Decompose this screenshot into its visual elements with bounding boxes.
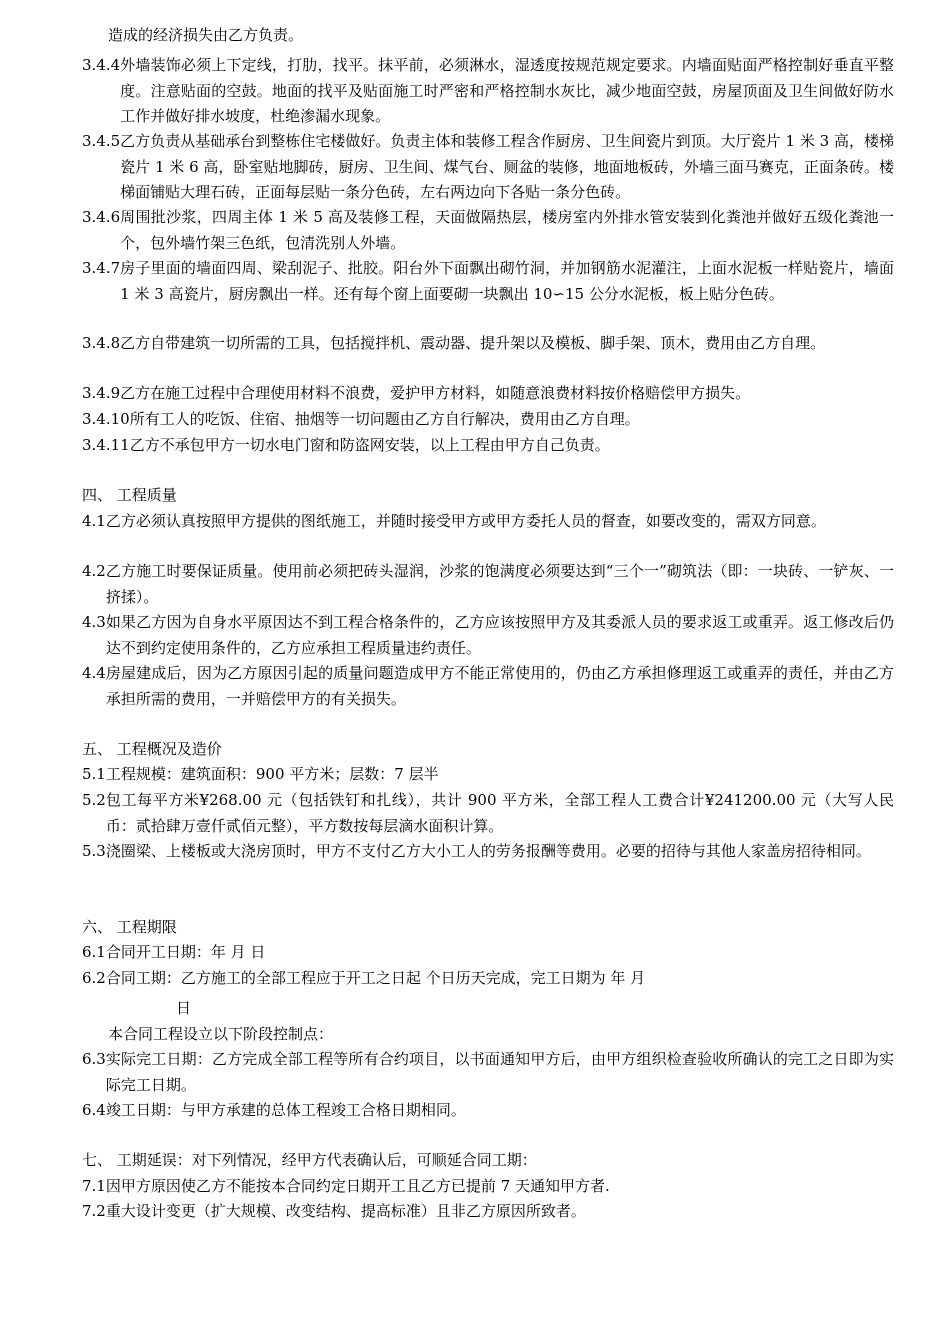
clause-text: 因甲方原因使乙方不能按本合同约定日期开工且乙方已提前 7 天通知甲方者.: [105, 1177, 610, 1195]
clause-text: 所有工人的吃饭、住宿、抽烟等一切问题由乙方自行解决，费用由乙方自理。: [129, 410, 640, 428]
clause-number: 6.3: [82, 1050, 106, 1068]
clause-number: 5.1: [82, 765, 106, 783]
clause-text: 合同开工日期：年 月 日: [105, 943, 266, 961]
clause-number: 6.1: [82, 943, 106, 961]
clause-number: 3.4.4: [82, 56, 121, 74]
clause-5-2: [82, 788, 894, 839]
section-heading-delay: 七、 工期延误：对下列情况，经甲方代表确认后，可顺延合同工期：: [82, 1151, 537, 1169]
clause-text: 工程规模：建筑面积：900 平方米；层数：7 层半: [105, 765, 439, 783]
clause-3-4-10: [82, 407, 894, 433]
clause-text: 乙方施工时要保证质量。使用前必须把砖头湿润，沙浆的饱满度必须要达到“三个一”砌筑法（即：一块砖、一铲灰、一挤揉）。: [105, 562, 894, 606]
clause-3-4-7: [82, 256, 894, 307]
clause-5-3: [82, 839, 894, 865]
clause-number: 4.2: [82, 562, 106, 580]
clause-text: 周围批沙浆，四周主体 1 米 5 高及装修工程，天面做隔热层，楼房室内外排水管安装到化粪池并做好五级化粪池一个，包外墙竹架三色纸，包清洗别人外墙。: [120, 208, 894, 252]
clause-number: 3.4.6: [82, 208, 121, 226]
clause-7-2: [82, 1199, 894, 1225]
clause-text: 乙方负责从基础承台到整栋住宅楼做好。负责主体和装修工程含作厨房、卫生间瓷片到顶。大厅瓷片 1 米 3 高，楼梯瓷片 1 米 6 高，卧室贴地脚砖，厨房、卫生间、煤气台、厕盆的装修，地面地板砖，外墙三面马赛克，正面条砖。楼梯面铺贴大理石砖，正面每层贴一条分色砖，左右两边向下各贴一条分色砖。: [120, 132, 894, 202]
clause-text: 房子里面的墙面四周、梁刮泥子、批胶。阳台外下面飘出砌竹洞，并加钢筋水泥灌注，上面水泥板一样贴瓷片，墙面 1 米 3 高瓷片，厨房飘出一样。还有每个窗上面要砌一块飘出 10∽15 公分水泥板，板上贴分色砖。: [120, 259, 894, 303]
clause-6-2: [82, 966, 894, 992]
clause-6-2-day: 日: [176, 999, 192, 1017]
clause-text: 乙方不承包甲方一切水电门窗和防盗网安装，以上工程由甲方自己负责。: [129, 436, 610, 454]
clause-text: 实际完工日期：乙方完成全部工程等所有合约项目，以书面通知甲方后，由甲方组织检查验收所确认的完工之日即为实际完工日期。: [105, 1050, 894, 1094]
clause-number: 3.4.7: [82, 259, 121, 277]
clause-number: 5.3: [82, 842, 106, 860]
clause-number: 3.4.5: [82, 132, 121, 150]
clause-number: 5.2: [82, 791, 106, 809]
clause-3-4-5: [82, 129, 894, 206]
clause-4-4: [82, 661, 894, 712]
clause-text: 外墙装饰必须上下定线，打肋，找平。抹平前，必须淋水，湿透度按规范规定要求。内墙面贴面严格控制好垂直平整度。注意贴面的空鼓。地面的找平及贴面施工时严密和严格控制水灰比，减少地面空鼓，房屋顶面及卫生间做好防水工作并做好排水坡度，杜绝渗漏水现象。: [120, 56, 894, 126]
clause-number: 4.3: [82, 613, 106, 631]
section-heading-quality: 四、 工程质量: [82, 486, 177, 504]
clause-text: 浇圈梁、上楼板或大浇房顶时，甲方不支付乙方大小工人的劳务报酬等费用。必要的招待与其他人家盖房招待相同。: [105, 842, 871, 860]
clause-text: 包工每平方米¥268.00 元（包括铁钉和扎线），共计 900 平方米，全部工程人工费合计¥241200.00 元（大写人民币：贰拾肆万壹仟贰佰元整），平方数按每层滴水面积计算。: [105, 791, 894, 835]
clause-number: 4.1: [82, 512, 106, 530]
clause-6-4: [82, 1098, 894, 1124]
clause-text: 如果乙方因为自身水平原因达不到工程合格条件的，乙方应该按照甲方及其委派人员的要求返工或重弄。返工修改后仍达不到约定使用条件的，乙方应承担工程质量违约责任。: [105, 613, 894, 657]
clause-4-1: [82, 509, 894, 535]
clause-4-3: [82, 610, 894, 661]
clause-3-4-11: [82, 433, 894, 459]
clause-number: 6.2: [82, 969, 106, 987]
clause-text: 乙方必须认真按照甲方提供的图纸施工，并随时接受甲方或甲方委托人员的督查，如要改变的，需双方同意。: [105, 512, 826, 530]
clause-5-1: [82, 762, 894, 788]
stage-control-note: 本合同工程设立以下阶段控制点：: [108, 1025, 334, 1043]
clause-number: 3.4.10: [82, 410, 130, 428]
clause-7-1: [82, 1174, 894, 1200]
clause-number: 3.4.8: [82, 334, 121, 352]
clause-text: 竣工日期：与甲方承建的总体工程竣工合格日期相同。: [105, 1101, 466, 1119]
clause-text: 房屋建成后，因为乙方原因引起的质量问题造成甲方不能正常使用的，仍由乙方承担修理返工或重弄的责任，并由乙方承担所需的费用，一并赔偿甲方的有关损失。: [105, 664, 894, 708]
clause-number: 3.4.11: [82, 436, 130, 454]
clause-number: 7.1: [82, 1177, 106, 1195]
clause-text: 乙方在施工过程中合理使用材料不浪费，爱护甲方材料，如随意浪费材料按价格赔偿甲方损失。: [120, 384, 751, 402]
section-heading-schedule: 六、 工程期限: [82, 918, 177, 936]
clause-3-4-9: [82, 381, 894, 407]
clause-3-4-4: [82, 53, 894, 130]
clause-text: 合同工期：乙方施工的全部工程应于开工之日起 个日历天完成，完工日期为 年 月: [105, 969, 646, 987]
clause-number: 3.4.9: [82, 384, 121, 402]
clause-text: 乙方自带建筑一切所需的工具，包括搅拌机、震动器、提升架以及模板、脚手架、顶木，费用由乙方自理。: [120, 334, 826, 352]
clause-number: 6.4: [82, 1101, 106, 1119]
clause-4-2: [82, 559, 894, 610]
clause-6-1: [82, 940, 894, 966]
clause-6-3: [82, 1047, 894, 1098]
clause-text: 重大设计变更（扩大规模、改变结构、提高标准）且非乙方原因所致者。: [105, 1202, 586, 1220]
clause-number: 7.2: [82, 1202, 106, 1220]
clause-number: 4.4: [82, 664, 106, 682]
section-heading-overview: 五、 工程概况及造价: [82, 740, 222, 758]
continued-text: 造成的经济损失由乙方负责。: [108, 26, 304, 44]
clause-3-4-8: [82, 331, 894, 357]
clause-3-4-6: [82, 205, 894, 256]
